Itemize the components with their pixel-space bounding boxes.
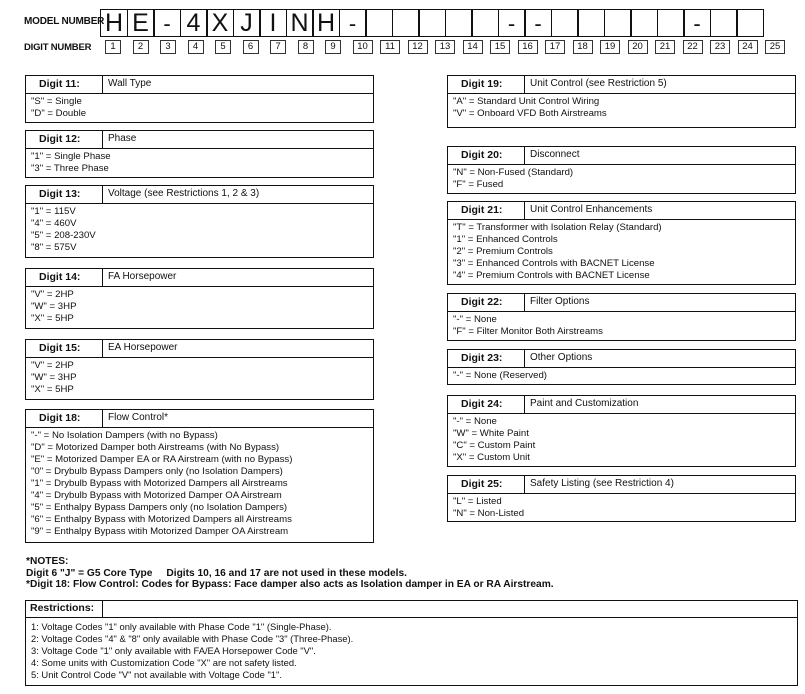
option-line: "9" = Enthalpy Bypass witih Motorized Damper OA Airstream [31, 526, 289, 537]
option-line: "5" = Enthalpy Bypass Dampers only (no Isolation Dampers) [31, 502, 288, 513]
digit-23-section [447, 349, 796, 385]
model-char-box: - [524, 9, 552, 37]
option-line: "W" = 3HP [31, 372, 77, 383]
option-line: "X" = Custom Unit [453, 452, 530, 463]
digit-22-section [447, 293, 796, 341]
digit-number-box: 15 [490, 40, 510, 54]
digit-24-section [447, 395, 796, 467]
section-title: Phase [108, 133, 137, 144]
section-code: Digit 12: [26, 131, 103, 148]
option-line: "-" = None [453, 416, 497, 427]
option-line: "F" = Filter Monitor Both Airstreams [453, 326, 603, 337]
digit-number-box: 24 [738, 40, 758, 54]
model-number-boxes [100, 9, 763, 37]
digit-number-box: 18 [573, 40, 593, 54]
section-title: Disconnect [530, 149, 580, 160]
model-char-box: J [233, 9, 261, 37]
digit-number-box: 7 [270, 40, 286, 54]
model-char-box: - [683, 9, 711, 37]
option-line: "X" = 5HP [31, 313, 74, 324]
option-line: "3" = Enhanced Controls with BACNET License [453, 258, 655, 269]
section-code: Digit 13: [26, 186, 103, 203]
option-line: "4" = 460V [31, 218, 77, 229]
model-char-box: E [127, 9, 155, 37]
digit-number-boxes [105, 40, 793, 54]
option-line: "E" = Motorized Damper EA or RA Airstream (with no Bypass) [31, 454, 293, 465]
option-line: "W" = White Paint [453, 428, 529, 439]
section-title: Flow Control* [108, 412, 169, 423]
model-char-box [551, 9, 579, 37]
option-line: "D" = Motorized Damper both Airstreams (with No Bypass) [31, 442, 280, 453]
note-core-type: Digit 6 "J" = G5 Core Type [26, 567, 153, 579]
restriction-line: 4: Some units with Customization Code "X" are not safety listed. [31, 657, 297, 668]
model-number-label: MODEL NUMBER [24, 16, 105, 27]
option-line: "D" = Double [31, 108, 87, 119]
option-line: "5" = 208-230V [31, 230, 96, 241]
option-line: "3" = Three Phase [31, 163, 109, 174]
note-flow-control: *Digit 18: Flow Control: Codes for Bypass: Face damper also acts as Isolation damper in EA or RA Airstream. [26, 579, 554, 590]
section-title: Safety Listing (see Restriction 4) [530, 478, 674, 489]
model-char-box [392, 9, 420, 37]
option-line: "4" = Drybulb Bypass with Motorized Damper OA Airstream [31, 490, 282, 501]
restrictions-heading: Restrictions: [26, 601, 103, 617]
restrictions-section [25, 600, 798, 686]
section-title: Filter Options [530, 296, 590, 307]
note-unused-digits: Digits 10, 16 and 17 are not used in these models. [166, 567, 408, 579]
model-char-box [710, 9, 738, 37]
option-line: "L" = Listed [453, 496, 502, 507]
digit-number-box: 13 [435, 40, 455, 54]
digit-number-label: DIGIT NUMBER [24, 42, 92, 53]
model-char-box [365, 9, 393, 37]
digit-number-box: 10 [353, 40, 373, 54]
section-title: Unit Control (see Restriction 5) [530, 78, 667, 89]
digit-18-section [25, 409, 374, 543]
section-code: Digit 24: [448, 396, 525, 413]
digit-number-box: 16 [518, 40, 538, 54]
digit-20-section [447, 146, 796, 194]
digit-number-box: 9 [325, 40, 341, 54]
option-line: "-" = No Isolation Dampers (with no Bypass) [31, 430, 218, 441]
model-char-box [445, 9, 473, 37]
model-char-box: N [286, 9, 314, 37]
option-line: "N" = Non-Fused (Standard) [453, 167, 574, 178]
model-char-box: - [339, 9, 367, 37]
digit-12-section [25, 130, 374, 178]
notes-heading: *NOTES: [26, 556, 69, 567]
section-title: EA Horsepower [108, 342, 178, 353]
digit-number-box: 20 [628, 40, 648, 54]
digit-15-section [25, 339, 374, 400]
option-line: "T" = Transformer with Isolation Relay (Standard) [453, 222, 662, 233]
digit-number-box: 21 [655, 40, 675, 54]
option-line: "8" = 575V [31, 242, 77, 253]
option-line: "V" = 2HP [31, 289, 74, 300]
section-title: FA Horsepower [108, 271, 177, 282]
restriction-line: 5: Unit Control Code "V" not available with Voltage Code "1". [31, 669, 282, 680]
digit-14-section [25, 268, 374, 329]
notes-block [26, 556, 554, 591]
digit-21-section [447, 201, 796, 285]
section-code: Digit 11: [26, 76, 103, 93]
section-title: Voltage (see Restrictions 1, 2 & 3) [108, 188, 260, 199]
option-line: "W" = 3HP [31, 301, 77, 312]
section-code: Digit 25: [448, 476, 525, 493]
digit-number-box: 25 [765, 40, 785, 54]
digit-number-box: 11 [380, 40, 400, 54]
model-char-box: I [259, 9, 287, 37]
digit-number-box: 4 [188, 40, 204, 54]
option-line: "1" = Drybulb Bypass with Motorized Dampers all Airstreams [31, 478, 288, 489]
option-line: "0" = Drybulb Bypass Dampers only (no Isolation Dampers) [31, 466, 283, 477]
digit-25-section [447, 475, 796, 522]
option-line: "F" = Fused [453, 179, 504, 190]
model-char-box: - [153, 9, 181, 37]
digit-number-box: 14 [463, 40, 483, 54]
option-line: "C" = Custom Paint [453, 440, 536, 451]
section-title: Other Options [530, 352, 593, 363]
digit-number-box: 2 [133, 40, 149, 54]
digit-number-box: 8 [298, 40, 314, 54]
option-line: "6" = Enthalpy Bypass with Motorized Dampers all Airstreams [31, 514, 292, 525]
model-char-box [657, 9, 685, 37]
section-code: Digit 20: [448, 147, 525, 164]
section-code: Digit 14: [26, 269, 103, 286]
digit-number-box: 22 [683, 40, 703, 54]
digit-11-section [25, 75, 374, 123]
section-code: Digit 18: [26, 410, 103, 427]
option-line: "A" = Standard Unit Control Wiring [453, 96, 600, 107]
option-line: "1" = Single Phase [31, 151, 111, 162]
restriction-line: 1: Voltage Codes "1" only available with Phase Code "1" (Single-Phase). [31, 621, 332, 632]
section-code: Digit 19: [448, 76, 525, 93]
model-char-box [604, 9, 632, 37]
digit-number-box: 17 [545, 40, 565, 54]
section-code: Digit 21: [448, 202, 525, 219]
model-char-box: H [100, 9, 128, 37]
section-title: Wall Type [108, 78, 152, 89]
section-title: Paint and Customization [530, 398, 639, 409]
digit-13-section [25, 185, 374, 258]
digit-19-section [447, 75, 796, 128]
option-line: "S" = Single [31, 96, 82, 107]
restriction-line: 2: Voltage Codes "4" & "8" only available with Phase Code "3" (Three-Phase). [31, 633, 354, 644]
model-char-box: 4 [180, 9, 208, 37]
option-line: "1" = 115V [31, 206, 76, 217]
digit-number-box: 5 [215, 40, 231, 54]
model-char-box: - [498, 9, 526, 37]
model-char-box: H [312, 9, 340, 37]
option-line: "V" = Onboard VFD Both Airstreams [453, 108, 607, 119]
option-line: "X" = 5HP [31, 384, 74, 395]
digit-number-box: 23 [710, 40, 730, 54]
model-char-box [471, 9, 499, 37]
option-line: "-" = None [453, 314, 497, 325]
option-line: "N" = Non-Listed [453, 508, 525, 519]
model-char-box [418, 9, 446, 37]
option-line: "2" = Premium Controls [453, 246, 553, 257]
section-title: Unit Control Enhancements [530, 204, 653, 215]
digit-number-box: 1 [105, 40, 121, 54]
model-char-box [577, 9, 605, 37]
section-code: Digit 22: [448, 294, 525, 311]
model-char-box: X [206, 9, 234, 37]
section-code: Digit 15: [26, 340, 103, 357]
digit-number-box: 3 [160, 40, 176, 54]
option-line: "-" = None (Reserved) [453, 370, 547, 381]
restriction-line: 3: Voltage Code "1" only available with FA/EA Horsepower Code "V". [31, 645, 316, 656]
option-line: "V" = 2HP [31, 360, 74, 371]
option-line: "1" = Enhanced Controls [453, 234, 558, 245]
option-line: "4" = Premium Controls with BACNET License [453, 270, 650, 281]
section-code: Digit 23: [448, 350, 525, 367]
model-char-box [630, 9, 658, 37]
digit-number-box: 6 [243, 40, 259, 54]
model-char-box [736, 9, 764, 37]
digit-number-box: 12 [408, 40, 428, 54]
digit-number-box: 19 [600, 40, 620, 54]
